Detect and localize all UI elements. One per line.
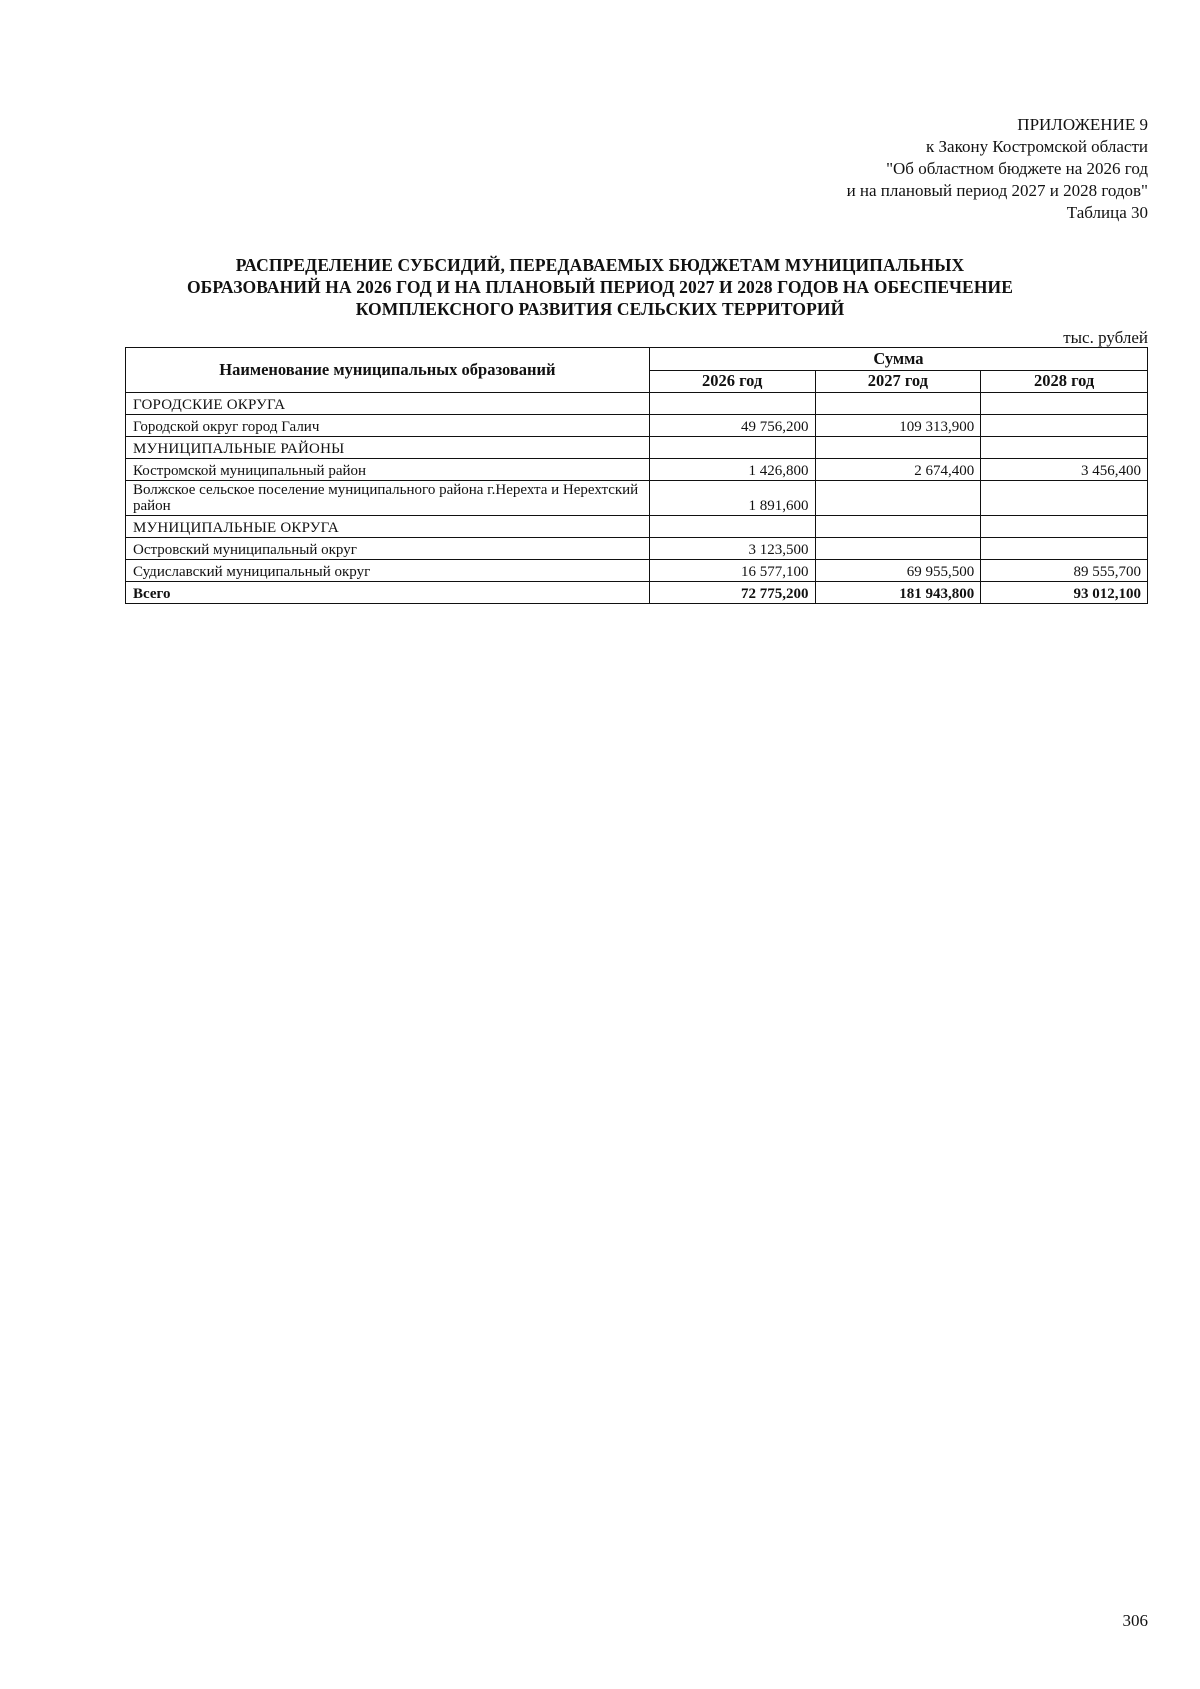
value-2028: 3 456,400 xyxy=(981,459,1148,481)
title-line-2: ОБРАЗОВАНИЙ НА 2026 ГОД И НА ПЛАНОВЫЙ ПЕРИОД 2027 И 2028 ГОДОВ НА ОБЕСПЕЧЕНИЕ xyxy=(186,277,1014,297)
section-row xyxy=(126,516,1148,538)
value-2027 xyxy=(815,538,981,560)
value-2026 xyxy=(649,437,815,459)
value-2026: 72 775,200 xyxy=(649,582,815,604)
row-name: Костромской муниципальный район xyxy=(126,459,650,481)
subsidy-table xyxy=(125,347,1148,604)
year-header-2026: 2026 год xyxy=(649,370,815,393)
value-2026: 49 756,200 xyxy=(649,415,815,437)
title-line-3: КОМПЛЕКСНОГО РАЗВИТИЯ СЕЛЬСКИХ ТЕРРИТОРИЙ xyxy=(355,299,845,319)
row-name: МУНИЦИПАЛЬНЫЕ РАЙОНЫ xyxy=(126,437,650,459)
row-name: МУНИЦИПАЛЬНЫЕ ОКРУГА xyxy=(126,516,650,538)
row-name: Всего xyxy=(126,582,650,604)
value-2028 xyxy=(981,393,1148,415)
value-2028: 93 012,100 xyxy=(981,582,1148,604)
value-2026: 3 123,500 xyxy=(649,538,815,560)
row-name: Островский муниципальный округ xyxy=(126,538,650,560)
row-name: Городской округ город Галич xyxy=(126,415,650,437)
value-2027: 109 313,900 xyxy=(815,415,981,437)
appendix-law-title-line-2: и на плановый период 2027 и 2028 годов" xyxy=(846,181,1148,200)
table-row xyxy=(126,459,1148,481)
total-row xyxy=(126,582,1148,604)
value-2028: 89 555,700 xyxy=(981,560,1148,582)
value-2028 xyxy=(981,415,1148,437)
section-row xyxy=(126,437,1148,459)
value-2027: 2 674,400 xyxy=(815,459,981,481)
row-name: Волжское сельское поселение муниципального района г.Нерехта и Нерехтский район xyxy=(126,481,650,516)
units-label: тыс. рублей xyxy=(1063,328,1148,347)
row-name: ГОРОДСКИЕ ОКРУГА xyxy=(126,393,650,415)
appendix-header xyxy=(847,114,1148,224)
value-2027 xyxy=(815,393,981,415)
appendix-law-reference: к Закону Костромской области xyxy=(926,137,1148,156)
appendix-law-title-line-1: "Об областном бюджете на 2026 год xyxy=(886,159,1148,178)
value-2027 xyxy=(815,516,981,538)
section-row xyxy=(126,393,1148,415)
table-row xyxy=(126,560,1148,582)
title-line-1: РАСПРЕДЕЛЕНИЕ СУБСИДИЙ, ПЕРЕДАВАЕМЫХ БЮДЖЕТАМ МУНИЦИПАЛЬНЫХ xyxy=(235,255,965,275)
table-row xyxy=(126,538,1148,560)
document-title xyxy=(120,254,1080,320)
value-2027: 181 943,800 xyxy=(815,582,981,604)
year-header-2027: 2027 год xyxy=(815,370,981,393)
table-row xyxy=(126,481,1148,516)
value-2027: 69 955,500 xyxy=(815,560,981,582)
name-column-header: Наименование муниципальных образований xyxy=(126,348,650,393)
value-2027 xyxy=(815,437,981,459)
row-name: Судиславский муниципальный округ xyxy=(126,560,650,582)
value-2026: 16 577,100 xyxy=(649,560,815,582)
table-number: Таблица 30 xyxy=(1066,203,1148,222)
value-2026: 1 426,800 xyxy=(649,459,815,481)
table-row xyxy=(126,415,1148,437)
value-2026 xyxy=(649,393,815,415)
value-2026 xyxy=(649,516,815,538)
year-header-2028: 2028 год xyxy=(981,370,1148,393)
value-2028 xyxy=(981,481,1148,516)
sum-header: Сумма xyxy=(649,348,1147,371)
appendix-number: ПРИЛОЖЕНИЕ 9 xyxy=(1017,115,1148,134)
value-2028 xyxy=(981,437,1148,459)
value-2026: 1 891,600 xyxy=(649,481,815,516)
value-2027 xyxy=(815,481,981,516)
page-number: 306 xyxy=(1122,1611,1148,1630)
value-2028 xyxy=(981,516,1148,538)
value-2028 xyxy=(981,538,1148,560)
